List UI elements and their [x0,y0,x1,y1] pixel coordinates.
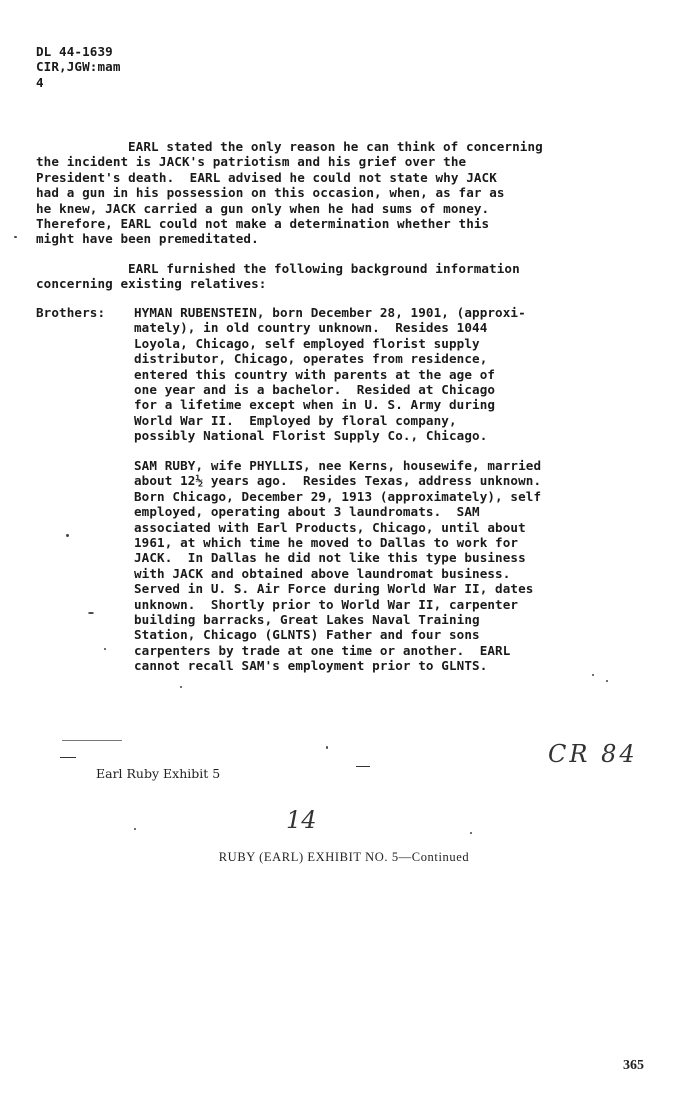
text-line: possibly National Florist Supply Co., Chicago. [134,428,488,444]
text-line: building barracks, Great Lakes Naval Training [134,612,480,628]
text-line: the incident is JACK's patriotism and his grief over the [36,154,467,170]
text-line: with JACK and obtained above laundromat business. [134,565,511,581]
text-line: EARL furnished the following background information [128,261,520,276]
paragraph-2 [36,261,621,292]
text-line: associated with Earl Products, Chicago, until about [134,519,526,535]
text-line: Born Chicago, December 29, 1913 (approximately), self [134,488,542,504]
text-line: Therefore, EARL could not make a determination whether this [36,216,490,232]
sam-entry [134,458,634,674]
text-line: HYMAN RUBENSTEIN, born December 28, 1901, (approxi- [134,305,526,320]
text-line: might have been premeditated. [36,231,259,247]
hyman-entry [134,305,614,444]
text-line: 1961, at which time he moved to Dallas to work for [134,535,519,551]
file-number: DL 44-1639 [36,44,113,59]
text-line: World War II. Employed by floral company, [134,412,457,428]
dash-mark [60,757,76,758]
text-line: President's death. EARL advised he could not state why JACK [36,169,497,185]
text-line: had a gun in his possession on this occasion, when, as far as [36,185,505,201]
text-line: Served in U. S. Air Force during World War II, dates [134,581,534,597]
text-line: unknown. Shortly prior to World War II, carpenter [134,596,519,612]
paragraph-1 [36,139,621,247]
text-line: about 12½ years ago. Resides Texas, address unknown. [134,473,542,489]
text-line: employed, operating about 3 laundromats. SAM [134,504,480,520]
text-line: he knew, JACK carried a gun only when he had sums of money. [36,200,490,216]
file-header [36,44,121,90]
text-line: cannot recall SAM's employment prior to GLNTS. [134,658,488,674]
footer-caption: RUBY (EARL) EXHIBIT NO. 5—Continued [218,850,470,864]
text-line: distributor, Chicago, operates from residence, [134,351,488,367]
dash-mark [356,766,370,767]
smudge-line [62,740,122,741]
text-line: Loyola, Chicago, self employed florist supply [134,335,480,351]
text-line: concerning existing relatives: [36,276,267,292]
brothers-label: Brothers: [36,305,106,320]
header-page: 4 [36,74,44,90]
initials: CIR,JGW:mam [36,59,121,75]
text-line: Station, Chicago (GLNTS) Father and four sons [134,627,480,643]
text-line: JACK. In Dallas he did not like this type business [134,550,526,566]
text-line: entered this country with parents at the age of [134,366,496,382]
exhibit-label: Earl Ruby Exhibit 5 [96,766,221,781]
text-line: one year and is a bachelor. Resided at Chicago [134,382,496,398]
text-line: SAM RUBY, wife PHYLLIS, nee Kerns, housewife, married [134,458,542,473]
text-line: EARL stated the only reason he can think of concerning [128,139,543,154]
handwritten-code: CR 84 [548,740,638,768]
text-line: carpenters by trade at one time or another. EARL [134,642,511,658]
text-line: mately), in old country unknown. Resides 1044 [134,320,488,336]
handwritten-number: 14 [286,806,317,834]
text-line: for a lifetime except when in U. S. Army during [134,397,496,413]
page-number: 365 [623,1058,644,1073]
